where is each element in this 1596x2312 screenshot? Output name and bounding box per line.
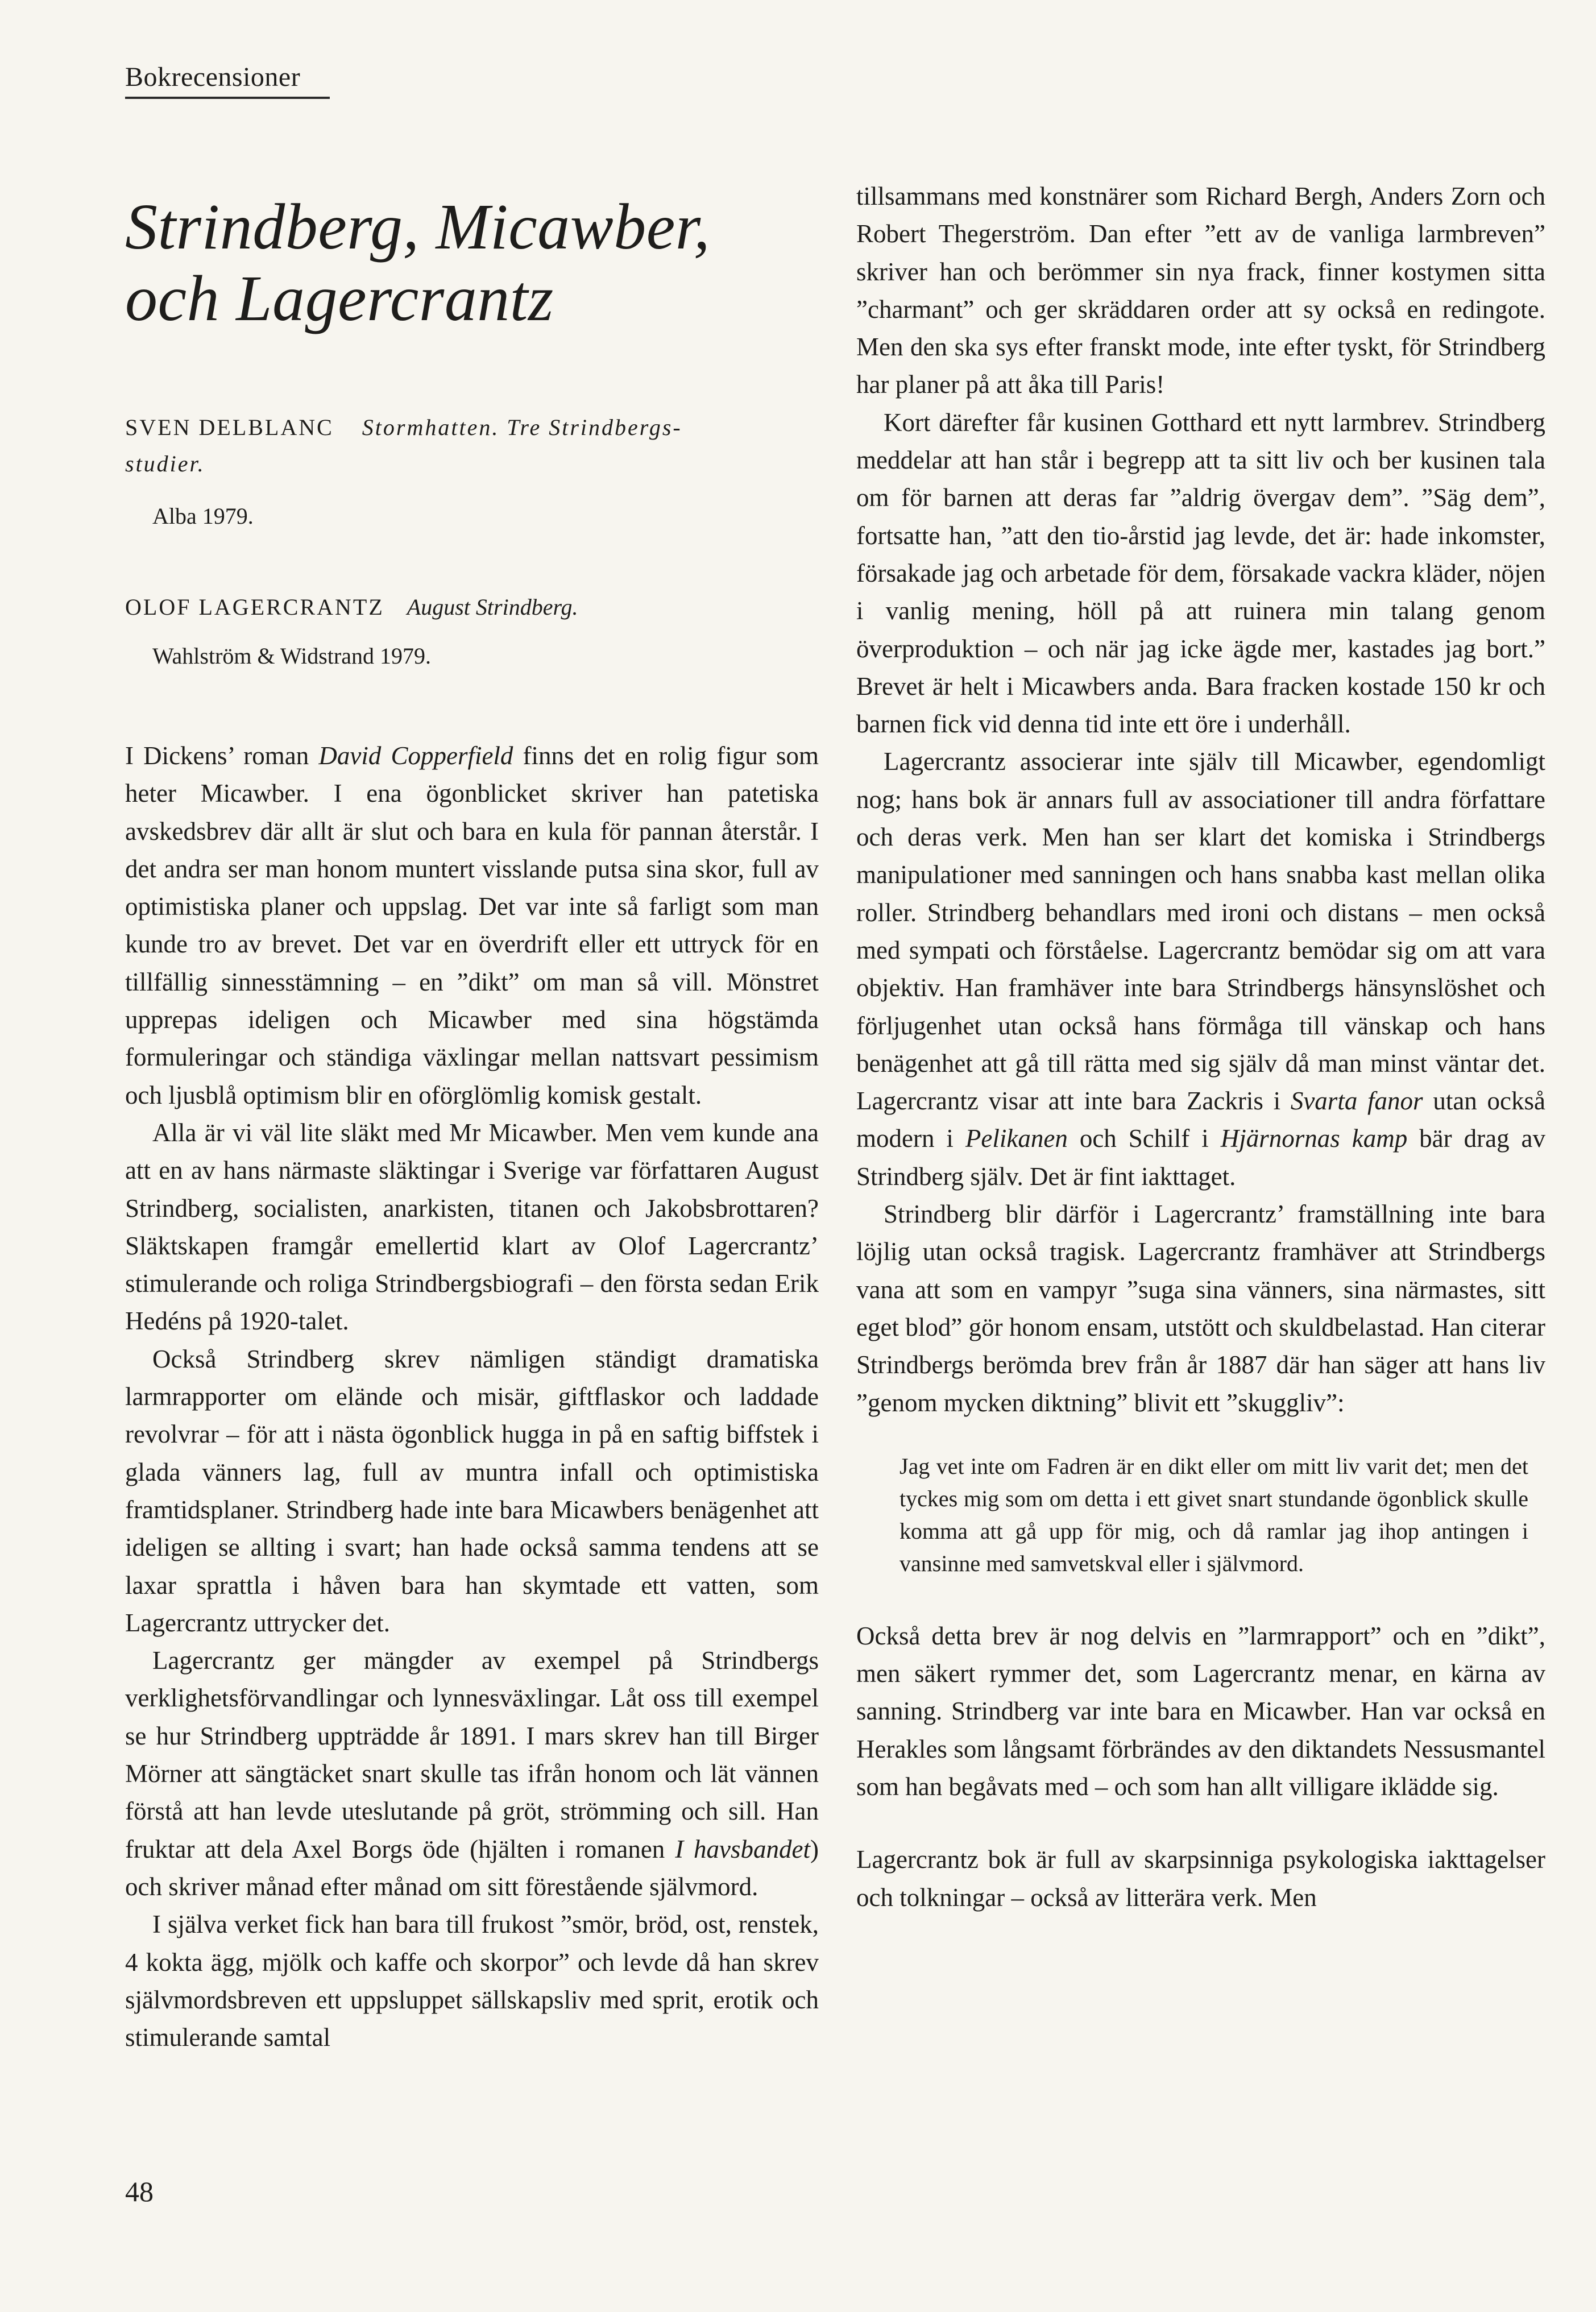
paragraph: tillsammans med konstnärer som Richard Bergh, Anders Zorn och Robert Thegerström. Dan efter ”ett av de vanliga larmbreven” skriver han och berömmer sin nya frack, finner kostymen sitta ”charmant” och ger skräddaren order att sy också en redingote. Men den ska sys efter franskt mode, inte efter tyskt, för Strindberg har planer på att åka till Paris!	[856, 182, 1545, 399]
book-1-author: SVEN DELBLANC	[125, 415, 334, 440]
book-2-citation	[125, 589, 819, 674]
book-1-title: Stormhatten. Tre Strindbergs-	[362, 415, 682, 440]
left-column	[125, 176, 819, 2056]
book-title-inline: Pelikanen	[965, 1124, 1068, 1153]
book-2-author: OLOF LAGERCRANTZ	[125, 594, 384, 620]
paragraph: Lagercrantz ger mängder av exempel på Strindbergs verklighetsförvandlingar och lynnesväxlingar. Låt oss till exempel se hur Strindberg uppträdde år 1891. I mars skrev han till Birger Mörner att sängtäcket snart skulle tas ifrån honom och lät vännen förstå att han levde uteslutande på gröt, strömming och sill. Han fruktar att dela Axel Borgs öde (hjälten i romanen I havsbandet) och skriver månad efter månad om sitt förestående självmord.	[125, 1646, 819, 1901]
article-title: Strindberg, Micawber, och Lagercrantz	[125, 190, 711, 334]
paragraph: Också Strindberg skrev nämligen ständigt dramatiska larmrapporter om elände och misär, giftflaskor och laddade revolvrar – för att i nästa ögonblick hugga in på en saftig biffstek i glada vänners lag, full av muntra infall och optimistiska framtidsplaner. Strindberg hade inte bara Micawbers benägenhet att ideligen se allting i svart; han hade också samma tendens att se laxar sprattla i håven bara han skymtade ett vatten, som Lagercrantz uttrycker det.	[125, 1344, 819, 1637]
book-title-inline: Hjärnornas kamp	[1220, 1124, 1408, 1153]
book-1-citation	[125, 409, 819, 535]
book-1-publisher: Alba 1979.	[152, 503, 254, 529]
book-title-inline: Svarta fanor	[1290, 1087, 1423, 1116]
page-number: 48	[125, 2176, 154, 2207]
section-header: Bokrecensioner	[125, 62, 301, 92]
paragraph: Lagercrantz bok är full av skarpsinniga psykologiska iakttagelser och tolkningar – också av litterära verk. Men	[856, 1845, 1545, 1912]
book-2-title: August Strindberg.	[407, 594, 578, 620]
left-body-text	[125, 737, 819, 2056]
paragraph: I Dickens’ roman David Copperfield finns det en rolig figur som heter Micawber. I ena ögonblicket skriver han patetiska avskedsbrev där allt är slut och bara en kula för pannan återstår. I det andra ser man honom muntert visslande putsa sina skor, full av optimistiska planer och uppslag. Det var inte så farligt som man kunde tro av brevet. Det var en överdrift eller ett uttryck för en tillfällig sinnesstämning – en ”dikt” om man så vill. Mönstret upprepas ideligen och Micawber med sina högstämda formuleringar och ständiga växlingar mellan nattsvart pessimism och ljusblå optimism blir en oförglömlig komisk gestalt.	[125, 741, 819, 1109]
paragraph: Också detta brev är nog delvis en ”larmrapport” och en ”dikt”, men säkert rymmer det, som Lagercrantz menar, en kärna av sanning. Strindberg var inte bara en Micawber. Han var också en Herakles som långsamt förbrändes av den diktandets Nessusmantel som han begåvats med – och som han allt villigare ikläddе sig.	[856, 1621, 1545, 1801]
header-rule	[125, 97, 330, 99]
paragraph: Kort därefter får kusinen Gotthard ett nytt larmbrev. Strindberg meddelar att han står i begrepp att ta sitt liv och ber kusinen tala om för barnen att deras far ”aldrig övergav dem”. ”Säg dem”, fortsatte han, ”att den tio-årstid jag levde, det är: hade inkomster, försakade jag och arbetade för dem, försakade vackra kläder, nöjen i vanlig mening, höll på att ruinera min talang genom överproduktion – och när jag icke ägde mer, kastades jag bort.” Brevet är helt i Micawbers anda. Bara fracken kostade 150 kr och barnen fick vid denna tid inte ett öre i underhåll.	[856, 408, 1545, 739]
right-body-text	[856, 177, 1545, 1916]
book-title-inline: David Copperfield	[318, 741, 513, 770]
paragraph: Alla är vi väl lite släkt med Mr Micawber. Men vem kunde ana att en av hans närmaste släktingar i Sverige var författaren August Strindberg, socialisten, anarkisten, titanen och Jakobsbrottaren? Släktskapen framgår emellertid klart av Olof Lagercrantz’ stimulerande och roliga Strindbergsbiografi – den första sedan Erik Hedéns på 1920-talet.	[125, 1118, 819, 1336]
block-quote: Jag vet inte om Fadren är en dikt eller om mitt liv varit det; men det tyckes mig som om detta i ett givet snart stundande ögonblick skulle komma att gå upp för mig, och då ramlar jag ihop antingen i vansinne med samvetskval eller i självmord.	[899, 1453, 1528, 1576]
paragraph: Lagercrantz associerar inte själv till Micawber, egendomligt nog; hans bok är annars full av associationer till andra författare och deras verk. Men han ser klart det komiska i Strindbergs manipulationer med sanningen och hans snabba kast mellan olika roller. Strindberg behandlars med ironi och distans – men också med sympati och förståelse. Lagercrantz bemödar sig om att vara objektiv. Han framhäver inte bara Strindbergs hänsynslöshet och förljugenhet utan också hans förmåga till vänskap och hans benägenhet att gå till rätta med sig själv då man minst väntar det. Lagercrantz visar att inte bara Zackris i Svarta fanor utan också modern i Pelikanen och Schilf i Hjärnornas kamp bär drag av Strindberg själv. Det är fint iakttaget.	[856, 747, 1546, 1191]
paragraph: I själva verket fick han bara till frukost ”smör, bröd, ost, renstek, 4 kokta ägg, mjölk och kaffe och skorpor” och levde då han skrev självmordsbreven ett uppsluppet sällskapsliv med sprit, erotik och stimulerande samtal	[125, 1910, 819, 2052]
book-1-title-cont: studier.	[125, 451, 205, 477]
book-title-inline: I havsbandet	[675, 1834, 810, 1863]
paragraph: Strindberg blir därför i Lagercrantz’ framställning inte bara löjlig utan också tragisk. Lagercrantz framhäver att Strindbergs vana att som en vampyr ”suga sina vänners, sina närmastes, sitt eget blod” gör honom ensam, utstött och skuldbelastad. Han citerar Strindbergs berömda brev från år 1887 där han säger att hans liv ”genom mycken diktning” blivit ett ”skuggliv”:	[856, 1200, 1545, 1417]
right-column	[856, 177, 1545, 1916]
book-2-publisher: Wahlström & Widstrand 1979.	[152, 643, 431, 669]
